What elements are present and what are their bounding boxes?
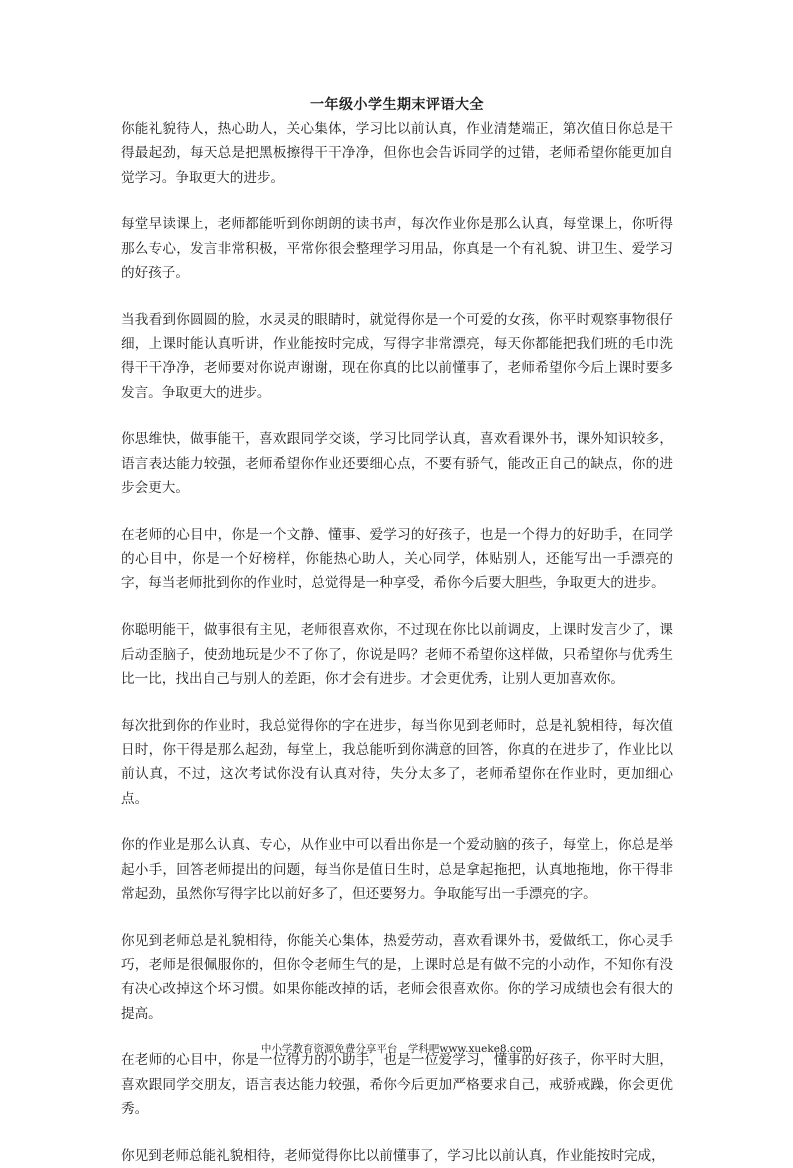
comment-paragraph-7: 每次批到你的作业时，我总觉得你的字在进步，每当你见到老师时，总是礼貌相待，每次值日时，你干得是那么起劲，每堂上，我总能听到你满意的回答，你真的在进步了，作业比以前认真，不过，这次考试你没有认真对待，失分太多了，老师希望你在作业时，更加细心点。 (121, 717, 673, 807)
document-title: 一年级小学生期末评语大全 (310, 97, 484, 113)
comment-paragraph-1: 你能礼貌待人，热心助人，关心集体，学习比以前认真，作业清楚端正，第次值日你总是干得最起劲，每天总是把黑板擦得干干净净，但你也会告诉同学的过错，老师希望你能更加自觉学习。争取更大的进步。 (121, 121, 673, 186)
comment-paragraph-3: 当我看到你圆圆的脸，水灵灵的眼睛时，就觉得你是一个可爱的女孩，你平时观察事物很仔细，上课时能认真听讲，作业能按时完成，写得字非常漂亮，每天你都能把我们班的毛巾洗得干干净净，老师要对你说声谢谢，现在你真的比以前懂事了，老师希望你今后上课时要多发言。争取更大的进步。 (121, 311, 673, 401)
page-footer: 中小学教育资源免费分享平台 学科吧www.xueke8.com (260, 1043, 533, 1055)
comment-paragraph-11: 你见到老师总能礼貌相待，老师觉得你比以前懂事了，学习比以前认真，作业能按时完成， (121, 1147, 665, 1164)
comment-paragraph-2: 每堂早读课上，老师都能听到你朗朗的读书声，每次作业你是那么认真，每堂课上，你听得那么专心，发言非常积极，平常你很会整理学习用品，你真是一个有礼貌、讲卫生、爱学习的好孩子。 (121, 216, 673, 281)
document-page (121, 95, 673, 1168)
comment-paragraph-9: 你见到老师总是礼貌相待，你能关心集体，热爱劳动，喜欢看课外书，爱做纸工，你心灵手巧，老师是很佩服你的，但你令老师生气的是，上课时总是有做不完的小动作，不知你有没有决心改掉这个坏习惯。如果你能改掉的话，老师会很喜欢你。你的学习成绩也会有很大的提高。 (121, 932, 673, 1022)
comment-paragraph-10: 在老师的心目中，你是一位得力的小助手，也是一位爱学习，懂事的好孩子，你平时大胆，喜欢跟同学交朋友，语言表达能力较强，希你今后更加严格要求自己，戒骄戒躁，你会更优秀。 (121, 1052, 673, 1117)
comment-paragraph-4: 你思维快，做事能干，喜欢跟同学交谈，学习比同学认真，喜欢看课外书，课外知识较多，语言表达能力较强，老师希望你作业还要细心点，不要有骄气，能改正自己的缺点，你的进步会更大。 (121, 431, 673, 497)
comment-paragraph-6: 你聪明能干，做事很有主见，老师很喜欢你，不过现在你比以前调皮，上课时发言少了，课后动歪脑子，使劲地玩是少不了你了，你说是吗？老师不希望你这样做，只希望你与优秀生比一比，找出自己与别人的差距，你才会有进步。才会更优秀，让别人更加喜欢你。 (121, 622, 673, 687)
comment-paragraph-5: 在老师的心目中，你是一个文静、懂事、爱学习的好孩子，也是一个得力的好助手，在同学的心目中，你是一个好榜样，你能热心助人，关心同学，体贴别人，还能写出一手漂亮的字，每当老师批到你的作业时，总觉得是一种享受，希你今后要大胆些，争取更大的进步。 (121, 526, 673, 592)
comment-paragraph-8: 你的作业是那么认真、专心，从作业中可以看出你是一个爱动脑的孩子，每堂上，你总是举起小手，回答老师提出的问题，每当你是值日生时，总是拿起拖把，认真地拖地，你干得非常起劲，虽然你写得字比以前好多了，但还要努力。争取能写出一手漂亮的字。 (121, 837, 673, 902)
